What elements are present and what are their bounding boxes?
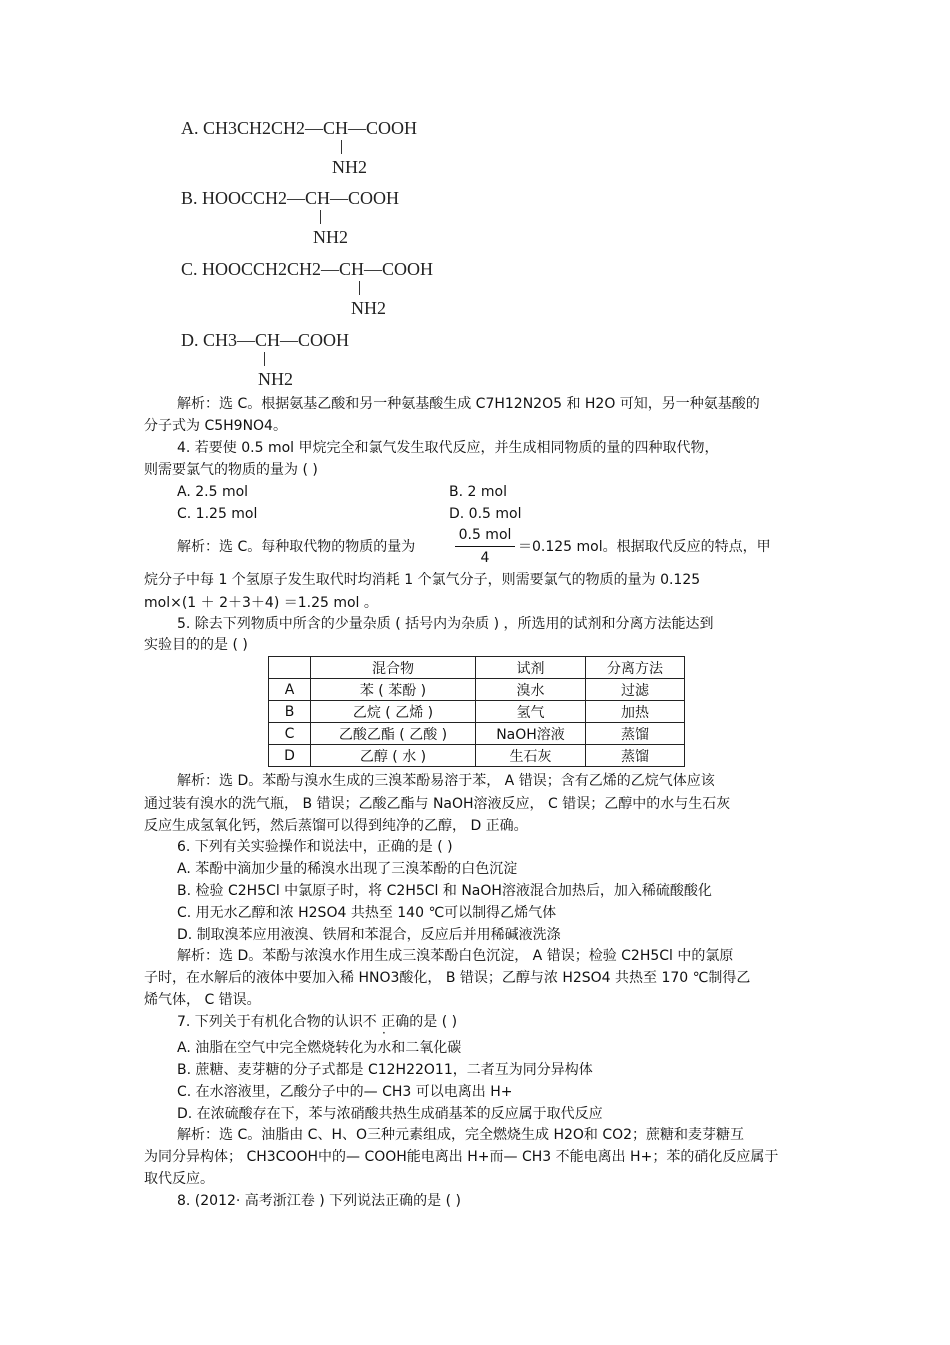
q7-explanation-line-1: 解析：选 C。油脂由 C、H、O三种元素组成，完全燃烧生成 H2O和 CO2；蔗糖和麦芽糖互 bbox=[177, 1127, 745, 1143]
q6-explanation-line-1: 解析：选 D。苯酚与浓溴水作用生成三溴苯酚白色沉淀， A 错误；检验 C2H5Cl 中的氯原 bbox=[177, 948, 734, 964]
table-cell: 乙醇 ( 水 ) bbox=[311, 745, 476, 767]
table-cell: 加热 bbox=[586, 701, 685, 723]
q4-fraction-numerator: 0.5 mol bbox=[455, 526, 515, 547]
q7-option-d: D. 在浓硫酸存在下，苯与浓硝酸共热生成硝基苯的反应属于取代反应 bbox=[177, 1106, 603, 1122]
q7-option-a: A. 油脂在空气中完全燃烧转化为水和二氧化碳 bbox=[177, 1040, 462, 1056]
table-cell: NaOH溶液 bbox=[476, 723, 586, 745]
q8-stem: 8. (2012· 高考浙江卷 ) 下列说法正确的是 ( ) bbox=[177, 1193, 461, 1209]
q7-emphasis-dot: · bbox=[382, 1026, 386, 1040]
table-cell: B bbox=[269, 701, 311, 723]
formula-b-line: B. HOOCCH2—CH—COOH bbox=[181, 188, 400, 208]
q3-explanation-line-2: 分子式为 C5H9NO4。 bbox=[144, 418, 287, 434]
q4-explanation-line-2: 烷分子中每 1 个氢原子发生取代时均消耗 1 个氯气分子，则需要氯气的物质的量为 0.125 bbox=[144, 572, 701, 588]
q6-explanation-line-3: 烯气体， C 错误。 bbox=[144, 992, 261, 1008]
formula-c-line: C. HOOCCH2CH2—CH—COOH bbox=[181, 259, 434, 279]
q6-explanation-line-2: 子时，在水解后的液体中要加入稀 HNO3酸化， B 错误；乙醇与浓 H2SO4 共热至 170 ℃制得乙 bbox=[144, 970, 751, 986]
formula-c-bond bbox=[359, 281, 360, 295]
q5-stem-line-2: 实验目的的是 ( ) bbox=[144, 637, 248, 653]
q5-table-header bbox=[269, 657, 685, 679]
q6-option-d: D. 制取溴苯应用液溴、铁屑和苯混合，反应后并用稀碱液洗涤 bbox=[177, 927, 561, 943]
table-row bbox=[269, 745, 685, 767]
table-cell: A bbox=[269, 679, 311, 701]
q5-stem-line-1: 5. 除去下列物质中所含的少量杂质 ( 括号内为杂质 ) ，所选用的试剂和分离方法能达到 bbox=[177, 616, 714, 632]
table-cell: C bbox=[269, 723, 311, 745]
formula-d bbox=[181, 330, 350, 389]
formula-b-bond bbox=[320, 210, 321, 224]
formula-a-line: A. CH3CH2CH2—CH—COOH bbox=[181, 118, 418, 138]
q7-explanation-line-3: 取代反应。 bbox=[144, 1171, 214, 1187]
table-cell: 溴水 bbox=[476, 679, 586, 701]
table-cell: 乙烷 ( 乙烯 ) bbox=[311, 701, 476, 723]
q6-option-c: C. 用无水乙醇和浓 H2SO4 共热至 140 ℃可以制得乙烯气体 bbox=[177, 905, 557, 921]
q7-stem: 7. 下列关于有机化合物的认识不 正确的是 ( ) bbox=[177, 1014, 458, 1030]
q4-explanation-line-3: mol×(1 ＋ 2＋3＋4) ＝1.25 mol 。 bbox=[144, 595, 378, 611]
table-cell: 苯 ( 苯酚 ) bbox=[311, 679, 476, 701]
table-cell: 氢气 bbox=[476, 701, 586, 723]
q7-explanation-line-2: 为同分异构体； CH3COOH中的— COOH能电离出 H+而— CH3 不能电离出 H+；苯的硝化反应属于 bbox=[144, 1149, 779, 1165]
q4-option-c: C. 1.25 mol bbox=[177, 506, 258, 522]
q6-option-b: B. 检验 C2H5Cl 中氯原子时，将 C2H5Cl 和 NaOH溶液混合加热后，加入稀硫酸酸化 bbox=[177, 883, 712, 899]
table-cell: 蒸馏 bbox=[586, 745, 685, 767]
q6-option-a: A. 苯酚中滴加少量的稀溴水出现了三溴苯酚的白色沉淀 bbox=[177, 861, 518, 877]
q4-stem-line-2: 则需要氯气的物质的量为 ( ) bbox=[144, 462, 318, 478]
q6-stem: 6. 下列有关实验操作和说法中，正确的是 ( ) bbox=[177, 839, 453, 855]
q4-fraction-denominator: 4 bbox=[480, 550, 490, 566]
table-cell: 乙酸乙酯 ( 乙酸 ) bbox=[311, 723, 476, 745]
formula-b bbox=[181, 188, 400, 247]
q4-explanation-prefix: 解析：选 C。每种取代物的物质的量为 bbox=[177, 539, 416, 555]
table-cell: D bbox=[269, 745, 311, 767]
table-row bbox=[269, 679, 685, 701]
q5-table bbox=[268, 656, 685, 767]
table-row bbox=[269, 723, 685, 745]
q5-explanation-line-2: 通过装有溴水的洗气瓶， B 错误；乙酸乙酯与 NaOH溶液反应， C 错误；乙醇中的水与生石灰 bbox=[144, 796, 731, 812]
formula-c-amine: NH2 bbox=[351, 298, 386, 318]
q3-explanation-line-1: 解析：选 C。根据氨基乙酸和另一种氨基酸生成 C7H12N2O5 和 H2O 可知，另一种氨基酸的 bbox=[177, 396, 760, 412]
q5-header-cell: 试剂 bbox=[476, 657, 586, 679]
formula-c bbox=[181, 259, 434, 318]
q4-option-d: D. 0.5 mol bbox=[449, 506, 522, 522]
table-cell: 生石灰 bbox=[476, 745, 586, 767]
q4-option-a: A. 2.5 mol bbox=[177, 484, 249, 500]
formula-b-amine: NH2 bbox=[313, 227, 348, 247]
formula-a-amine: NH2 bbox=[332, 157, 367, 177]
formula-d-bond bbox=[264, 352, 265, 366]
q4-fraction bbox=[455, 526, 515, 567]
table-cell: 过滤 bbox=[586, 679, 685, 701]
formula-d-amine: NH2 bbox=[258, 369, 293, 389]
formula-a-bond bbox=[341, 140, 342, 154]
q7-option-b: B. 蔗糖、麦芽糖的分子式都是 C12H22O11，二者互为同分异构体 bbox=[177, 1062, 593, 1078]
formula-a bbox=[181, 118, 418, 177]
table-row bbox=[269, 701, 685, 723]
table-cell: 蒸馏 bbox=[586, 723, 685, 745]
q4-stem-line-1: 4. 若要使 0.5 mol 甲烷完全和氯气发生取代反应，并生成相同物质的量的四种取代物， bbox=[177, 440, 719, 456]
q5-explanation-line-3: 反应生成氢氧化钙，然后蒸馏可以得到纯净的乙醇， D 正确。 bbox=[144, 818, 528, 834]
q5-header-cell bbox=[269, 657, 311, 679]
q5-header-cell: 混合物 bbox=[311, 657, 476, 679]
q4-explanation-suffix: ＝0.125 mol。根据取代反应的特点，甲 bbox=[518, 539, 771, 555]
formula-d-line: D. CH3—CH—COOH bbox=[181, 330, 350, 350]
q7-option-c: C. 在水溶液里，乙酸分子中的— CH3 可以电离出 H+ bbox=[177, 1084, 513, 1100]
q5-explanation-line-1: 解析：选 D。苯酚与溴水生成的三溴苯酚易溶于苯， A 错误；含有乙烯的乙烷气体应该 bbox=[177, 773, 715, 789]
q5-header-cell: 分离方法 bbox=[586, 657, 685, 679]
q4-option-b: B. 2 mol bbox=[449, 484, 507, 500]
